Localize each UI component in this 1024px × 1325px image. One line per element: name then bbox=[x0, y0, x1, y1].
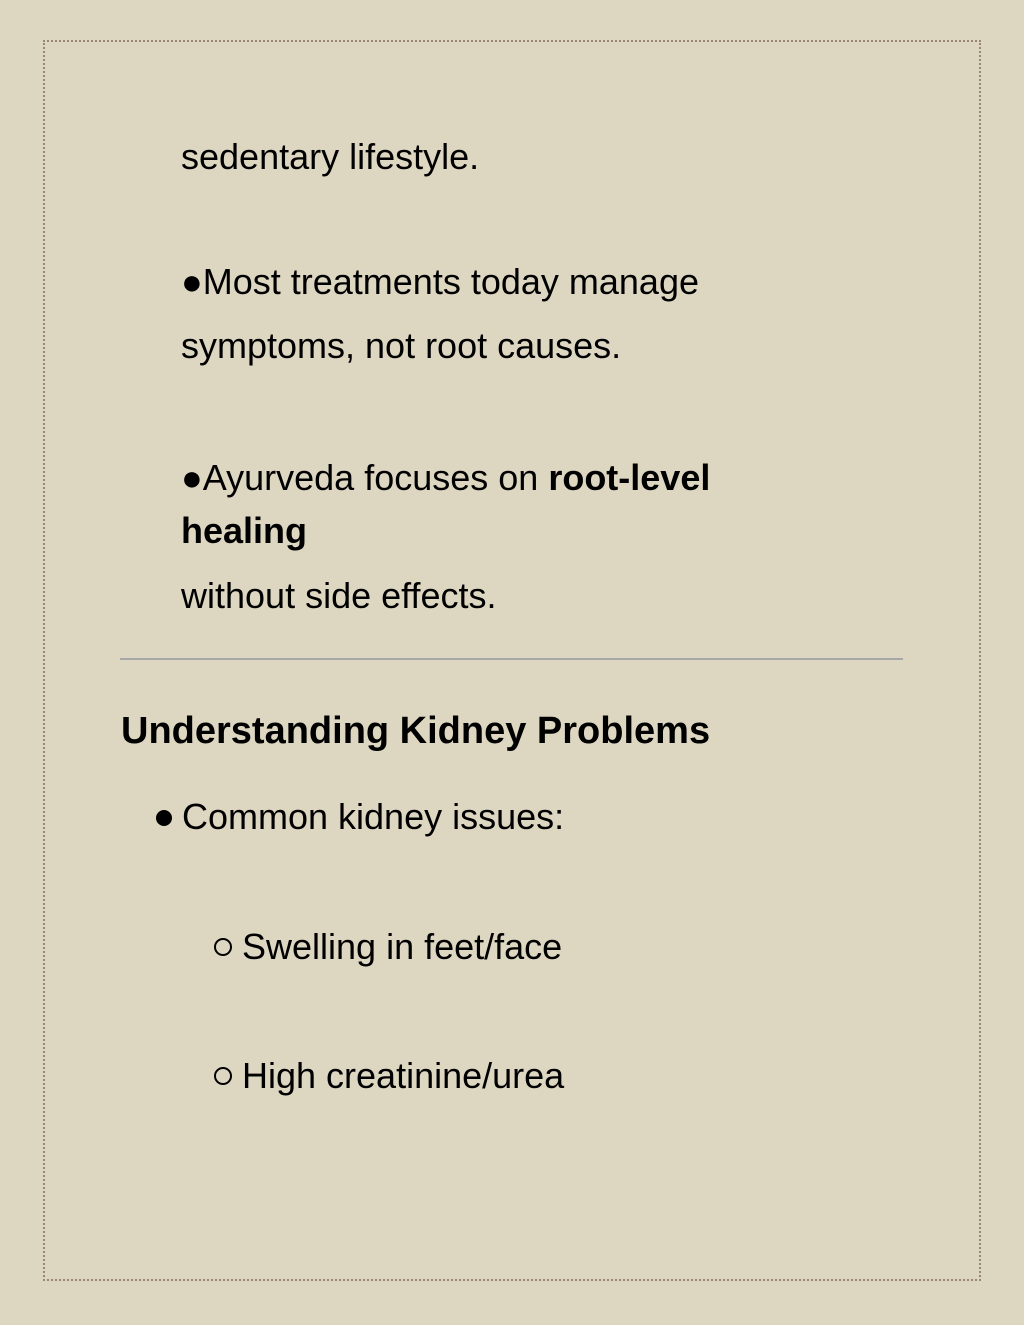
bullet-dot-icon bbox=[156, 810, 172, 826]
bullet-treatments-line2: symptoms, not root causes. bbox=[181, 325, 622, 366]
list-item: High creatinine/urea bbox=[242, 1055, 565, 1096]
bullet-treatments-text: Most treatments today manage bbox=[202, 261, 699, 302]
list-intro: Common kidney issues: bbox=[182, 796, 565, 837]
bullet-treatments-line1 bbox=[181, 260, 699, 304]
continuation-text: sedentary lifestyle. bbox=[181, 136, 480, 177]
bold-emphasis: root-level bbox=[548, 457, 711, 498]
bullet-ayurveda-line3: without side effects. bbox=[181, 575, 497, 616]
list-item: Swelling in feet/face bbox=[242, 926, 563, 967]
bullet-circle-icon bbox=[214, 938, 232, 956]
bullet-ayurveda-text: Ayurveda focuses on bbox=[202, 457, 549, 498]
section-divider bbox=[120, 658, 903, 660]
bullet-ayurveda-line1 bbox=[181, 456, 710, 500]
section-heading: Understanding Kidney Problems bbox=[121, 710, 711, 752]
bullet-filled-icon: ● bbox=[181, 261, 203, 302]
bullet-ayurveda-line2: healing bbox=[181, 510, 308, 551]
bullet-filled-icon: ● bbox=[181, 457, 203, 498]
bullet-circle-icon bbox=[214, 1067, 232, 1085]
